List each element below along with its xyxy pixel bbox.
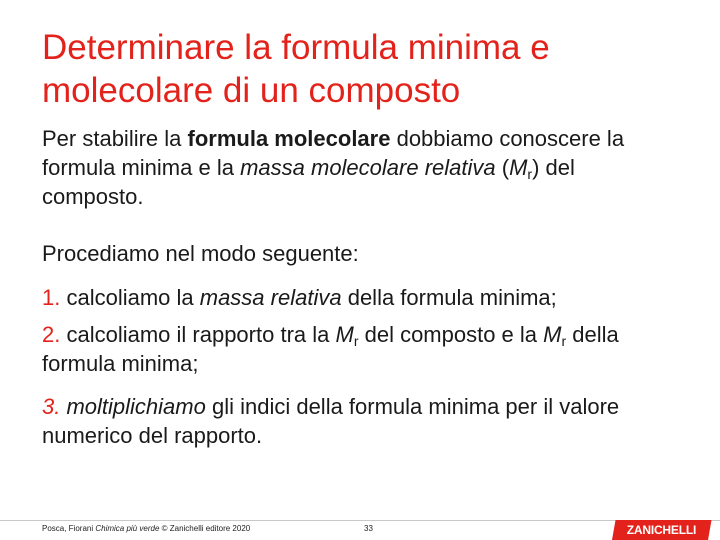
publisher-logo [612,520,712,540]
intro-text-2: dobbiamo conoscere la formula minima e la [42,126,625,180]
step-2-symbol-2: M [543,322,562,347]
step-1-text-a: calcoliamo la [60,285,200,310]
step-3-italic: moltiplichiamo [60,394,206,419]
footer-credits [42,524,250,533]
step-3-number: 3. [42,394,61,419]
logo-text: ZANICHELLI [627,523,697,537]
step-2-text-a: calcoliamo il rapporto tra la [60,322,336,347]
intro-text-4: ) del composto. [42,155,575,209]
step-1 [42,283,672,312]
step-2 [42,320,672,378]
step-1-italic: massa relativa [199,285,342,310]
intro-symbol: M [509,155,528,180]
intro-symbol-subscript: r [527,166,533,182]
footer-divider [0,520,720,521]
step-2-symbol-2-subscript: r [561,333,567,349]
step-2-text-c: della formula minima; [42,322,619,376]
step-2-text-b: del composto e la [358,322,544,347]
step-2-symbol-1-subscript: r [353,333,359,349]
footer-book-title: Chimica più verde [95,524,160,533]
step-2-symbol-1: M [335,322,354,347]
step-3 [42,392,672,450]
procedure-heading: Procediamo nel modo seguente: [42,241,359,266]
footer-publisher: © Zanichelli editore 2020 [159,524,251,533]
page-number: 33 [364,524,373,533]
slide-title: Determinare la formula minima e molecolare di un composto [42,28,550,110]
step-1-number: 1. [42,285,61,310]
footer-authors: Posca, Fiorani [42,524,96,533]
intro-bold-term: formula molecolare [187,126,391,151]
step-1-text-b: della formula minima; [341,285,557,310]
intro-italic-term: massa molecolare relativa [240,155,496,180]
intro-text-1: Per stabilire la [42,126,188,151]
intro-text-3: ( [495,155,510,180]
intro-paragraph [42,124,672,211]
step-2-number: 2. [42,322,61,347]
step-3-text-a: gli indici della formula minima per il valore numerico del rapporto. [42,394,620,448]
